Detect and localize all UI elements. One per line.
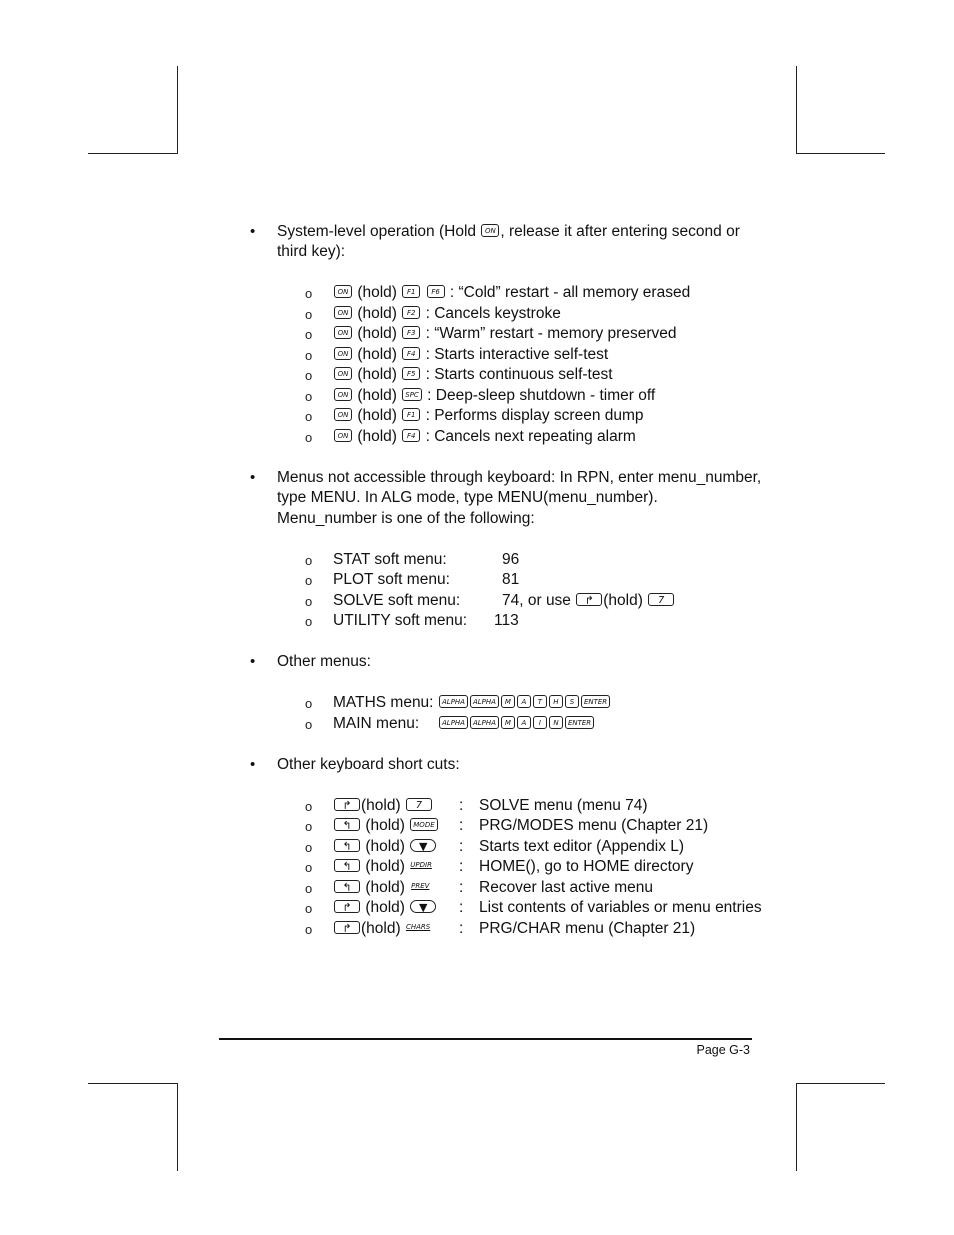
bullet: •: [250, 469, 256, 486]
shortcut-keys: [333, 878, 431, 898]
crop-mark: [88, 153, 177, 154]
right-shift-key-icon: ↱: [334, 900, 360, 913]
crop-mark: [177, 66, 178, 154]
crop-mark: [797, 153, 885, 154]
menu-number: 81: [502, 571, 520, 588]
section1-intro: [277, 222, 740, 242]
f5-key-icon: F5: [402, 367, 420, 380]
shortcut-keys: [333, 837, 437, 857]
on-key-icon: ON: [334, 285, 352, 298]
menu-label: MATHS menu:: [333, 694, 434, 711]
crop-mark: [177, 1083, 178, 1171]
sub-bullet: o: [305, 409, 313, 424]
on-key-icon: ON: [334, 429, 352, 442]
hold-label: (hold): [365, 838, 405, 855]
hold-label: (hold): [361, 920, 401, 937]
hold-label: (hold): [365, 817, 405, 834]
sub-bullet: o: [305, 799, 313, 814]
menu-number-text: 74, or use: [502, 592, 571, 609]
sub-bullet: o: [305, 594, 313, 609]
shortcut-keys: [333, 857, 433, 877]
sub-bullet: o: [305, 307, 313, 322]
section2-line3: Menu_number is one of the following:: [277, 510, 535, 527]
f6-key-icon: F6: [427, 285, 445, 298]
chars-key-icon: CHARS: [405, 923, 431, 932]
item-description: : Deep-sleep shutdown - timer off: [427, 387, 656, 404]
on-key-icon: ON: [334, 367, 352, 380]
t-key-icon: T: [533, 695, 547, 708]
intro-text-a: System-level operation (Hold: [277, 223, 477, 240]
colon: :: [459, 858, 464, 875]
sub-bullet: o: [305, 368, 313, 383]
sub-bullet: o: [305, 327, 313, 342]
hold-label: (hold): [357, 284, 397, 301]
list-item: [333, 304, 561, 324]
hold-label: (hold): [357, 305, 397, 322]
f1-key-icon: F1: [402, 285, 420, 298]
shortcut-description: List contents of variables or menu entries: [479, 899, 762, 916]
footer-rule: [219, 1038, 752, 1040]
m-key-icon: M: [501, 695, 515, 708]
colon: :: [459, 899, 464, 916]
prev-key-icon: PREV: [411, 882, 430, 891]
right-shift-key-icon: ↱: [334, 798, 360, 811]
shortcut-description: HOME(), go to HOME directory: [479, 858, 694, 875]
hold-label: (hold): [357, 407, 397, 424]
f3-key-icon: F3: [402, 326, 420, 339]
sub-bullet: o: [305, 348, 313, 363]
sub-bullet: o: [305, 717, 313, 732]
menu-number: 96: [502, 551, 520, 568]
sub-bullet: o: [305, 840, 313, 855]
down-arrow-key-icon: ▼: [410, 900, 436, 913]
section3-title: Other menus:: [277, 653, 371, 670]
a-key-icon: A: [517, 695, 531, 708]
shortcut-description: SOLVE menu (menu 74): [479, 797, 648, 814]
left-shift-key-icon: ↰: [334, 839, 360, 852]
hold-label: (hold): [365, 879, 405, 896]
seven-key-icon: 7: [406, 798, 432, 811]
right-shift-key-icon: ↱: [576, 593, 602, 606]
menu-number: [502, 591, 675, 611]
s-key-icon: S: [565, 695, 579, 708]
colon: :: [459, 817, 464, 834]
sub-bullet: o: [305, 553, 313, 568]
sub-bullet: o: [305, 286, 313, 301]
section2-line2: type MENU. In ALG mode, type MENU(menu_number).: [277, 489, 658, 506]
on-key-icon: ON: [334, 408, 352, 421]
crop-mark: [796, 66, 797, 154]
key-sequence: [438, 714, 595, 734]
shortcut-keys: [333, 816, 439, 836]
hold-label: (hold): [603, 592, 643, 609]
colon: :: [459, 838, 464, 855]
shortcut-description: Starts text editor (Appendix L): [479, 838, 685, 855]
item-description: : Starts continuous self-test: [425, 366, 613, 383]
sub-bullet: o: [305, 389, 313, 404]
menu-label: STAT soft menu:: [333, 551, 447, 568]
seven-key-icon: 7: [648, 593, 674, 606]
colon: :: [459, 797, 464, 814]
hold-label: (hold): [365, 858, 405, 875]
crop-mark: [796, 1083, 797, 1171]
on-key-icon: ON: [334, 347, 352, 360]
item-description: : Cancels next repeating alarm: [425, 428, 636, 445]
section4-title: Other keyboard short cuts:: [277, 756, 460, 773]
mode-key-icon: MODE: [410, 818, 437, 831]
alpha-key-icon: ALPHA: [439, 695, 468, 708]
intro-text-b: , release it after entering second or: [500, 223, 740, 240]
colon: :: [459, 920, 464, 937]
f4-key-icon: F4: [402, 347, 420, 360]
left-shift-key-icon: ↰: [334, 818, 360, 831]
key-sequence: [438, 693, 611, 713]
crop-mark: [88, 1083, 177, 1084]
hold-label: (hold): [365, 899, 405, 916]
updir-key-icon: UPDIR: [410, 861, 432, 870]
sub-bullet: o: [305, 430, 313, 445]
sub-bullet: o: [305, 901, 313, 916]
sub-bullet: o: [305, 696, 313, 711]
item-description: : Cancels keystroke: [425, 305, 561, 322]
spc-key-icon: SPC: [402, 388, 422, 401]
enter-key-icon: ENTER: [565, 716, 594, 729]
list-item: [333, 427, 636, 447]
shortcut-keys: [333, 898, 437, 918]
sub-bullet: o: [305, 922, 313, 937]
crop-mark: [797, 1083, 885, 1084]
on-key-icon: ON: [334, 306, 352, 319]
shortcut-keys: [333, 919, 431, 939]
down-arrow-key-icon: ▼: [410, 839, 436, 852]
alpha-key-icon: ALPHA: [439, 716, 468, 729]
a-key-icon: A: [517, 716, 531, 729]
bullet: •: [250, 653, 256, 670]
enter-key-icon: ENTER: [581, 695, 610, 708]
sub-bullet: o: [305, 881, 313, 896]
h-key-icon: H: [549, 695, 563, 708]
list-item: [333, 365, 613, 385]
list-item: [333, 406, 644, 426]
sub-bullet: o: [305, 573, 313, 588]
sub-bullet: o: [305, 614, 313, 629]
hold-label: (hold): [357, 366, 397, 383]
on-key-icon: ON: [481, 224, 499, 237]
list-item: [333, 386, 655, 406]
section1-intro-cont: third key):: [277, 243, 346, 260]
on-key-icon: ON: [334, 388, 352, 401]
section2-line1: Menus not accessible through keyboard: In RPN, enter menu_number,: [277, 469, 762, 486]
menu-number: 113: [494, 612, 519, 629]
shortcut-description: PRG/MODES menu (Chapter 21): [479, 817, 709, 834]
item-description: : “Cold” restart - all memory erased: [449, 284, 691, 301]
alpha-key-icon: ALPHA: [470, 695, 499, 708]
menu-label: UTILITY soft menu:: [333, 612, 468, 629]
hold-label: (hold): [357, 325, 397, 342]
m-key-icon: M: [501, 716, 515, 729]
shortcut-keys: [333, 796, 433, 816]
menu-label: MAIN menu:: [333, 715, 420, 732]
f1-key-icon: F1: [402, 408, 420, 421]
hold-label: (hold): [361, 797, 401, 814]
bullet: •: [250, 756, 256, 773]
f4-key-icon: F4: [402, 429, 420, 442]
shortcut-description: Recover last active menu: [479, 879, 654, 896]
item-description: : Starts interactive self-test: [425, 346, 609, 363]
sub-bullet: o: [305, 819, 313, 834]
sub-bullet: o: [305, 860, 313, 875]
alpha-key-icon: ALPHA: [470, 716, 499, 729]
hold-label: (hold): [357, 428, 397, 445]
i-key-icon: I: [533, 716, 547, 729]
left-shift-key-icon: ↰: [334, 880, 360, 893]
bullet: •: [250, 223, 256, 240]
list-item: [333, 283, 690, 303]
shortcut-description: PRG/CHAR menu (Chapter 21): [479, 920, 696, 937]
on-key-icon: ON: [334, 326, 352, 339]
n-key-icon: N: [549, 716, 563, 729]
item-description: : “Warm” restart - memory preserved: [425, 325, 677, 342]
left-shift-key-icon: ↰: [334, 859, 360, 872]
list-item: [333, 345, 608, 365]
item-description: : Performs display screen dump: [425, 407, 644, 424]
page-number: Page G-3: [696, 1043, 750, 1057]
f2-key-icon: F2: [402, 306, 420, 319]
menu-label: SOLVE soft menu:: [333, 592, 461, 609]
hold-label: (hold): [357, 346, 397, 363]
colon: :: [459, 879, 464, 896]
list-item: [333, 324, 676, 344]
menu-label: PLOT soft menu:: [333, 571, 450, 588]
hold-label: (hold): [357, 387, 397, 404]
right-shift-key-icon: ↱: [334, 921, 360, 934]
